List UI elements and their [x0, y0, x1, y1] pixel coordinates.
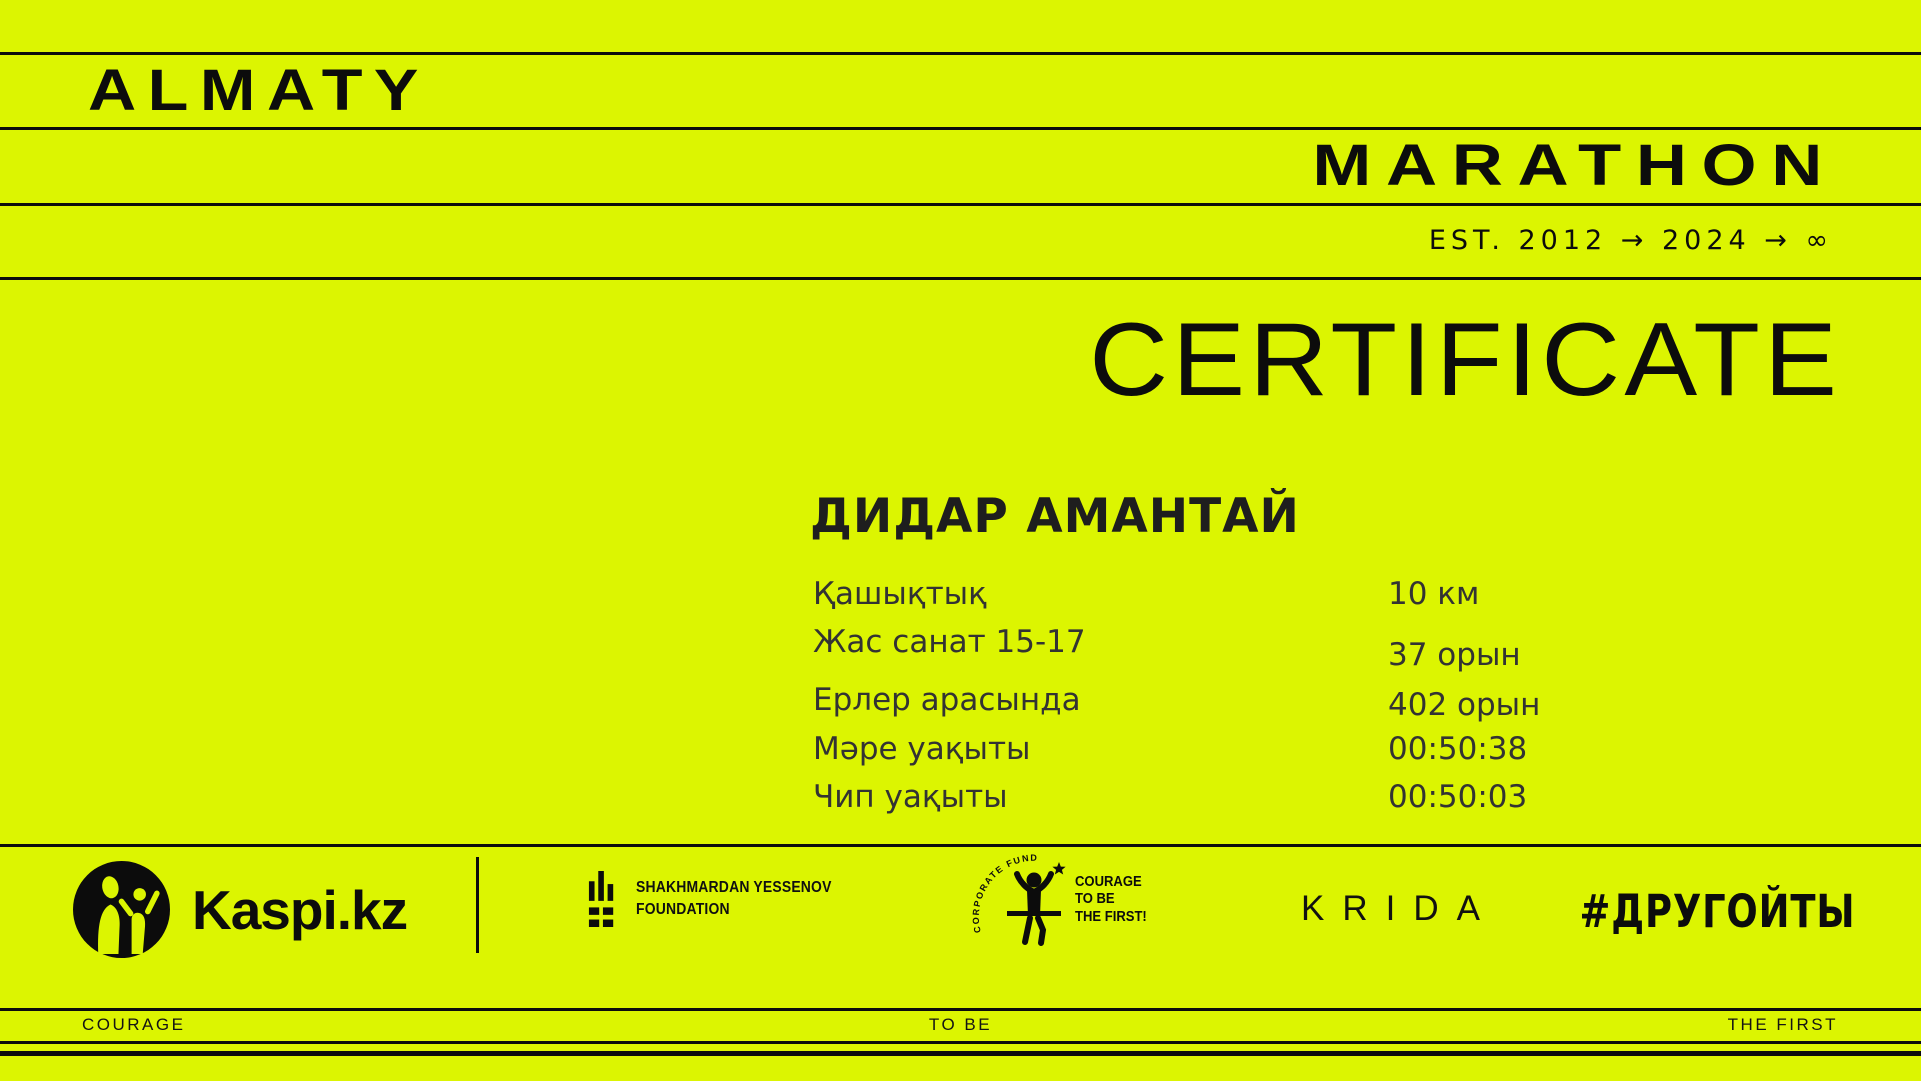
tagline-line1: COURAGE [1075, 873, 1142, 890]
hashtag-drugoyty-logo: #ДРУГОЙТЫ [1579, 885, 1855, 938]
footer-courage: COURAGE [82, 1015, 186, 1034]
detail-value: 00:50:03 [1388, 779, 1528, 815]
courage-runner-icon [971, 852, 1071, 948]
divider-line [0, 1008, 1921, 1011]
kaspi-logo [73, 861, 407, 958]
divider-line [0, 844, 1921, 847]
detail-row-finish-time [813, 731, 1613, 773]
footer-to-be: TO BE [928, 1015, 993, 1034]
tagline-line2: TO BE [1075, 891, 1115, 908]
detail-value: 00:50:38 [1388, 731, 1528, 767]
detail-value: 10 км [1388, 576, 1480, 612]
detail-row-chip-time [813, 779, 1613, 821]
footer-the-first: THE FIRST [1727, 1015, 1838, 1034]
courage-fund-tagline [1075, 874, 1147, 926]
divider-line [0, 1041, 1921, 1044]
detail-label: Қашықтық [813, 576, 987, 612]
detail-label: Жас санат 15-17 [813, 624, 1086, 660]
yessenov-name-line2: FOUNDATION [636, 901, 730, 918]
divider-line [0, 1051, 1921, 1056]
established-years-line: EST. 2012 → 2024 → ∞ [1428, 225, 1833, 256]
detail-value: 402 орын [1388, 687, 1541, 723]
krida-logo: KRIDA [1301, 889, 1498, 928]
detail-label: Ерлер арасында [813, 682, 1081, 718]
detail-label: Мәре уақыты [813, 731, 1031, 767]
event-title-marathon: MARATHON [1312, 133, 1837, 198]
detail-row-age-category [813, 624, 1613, 673]
sponsor-divider-line [476, 857, 479, 953]
kaspi-people-icon [73, 861, 170, 958]
result-details-table [813, 566, 1613, 826]
star-icon [1052, 862, 1065, 875]
yessenov-foundation-logo [588, 868, 853, 930]
courage-fund-logo [971, 852, 1155, 948]
certificate-heading: CERTIFICATE [1088, 302, 1841, 418]
detail-label: Чип уақыты [813, 779, 1008, 815]
yessenov-bars-icon [588, 868, 616, 930]
tagline-line3: THE FIRST! [1075, 908, 1147, 925]
yessenov-wordmark [636, 877, 832, 922]
recipient-name: ДИДАР АМАНТАЙ [810, 489, 1300, 544]
corporate-fund-arc-text: CORPORATE FUND [971, 852, 1039, 934]
detail-value: 37 орын [1388, 637, 1521, 673]
detail-row-gender-rank [813, 682, 1613, 724]
event-title-almaty: ALMATY [88, 57, 430, 123]
yessenov-name-line1: SHAKHMARDAN YESSENOV [636, 878, 832, 896]
detail-row-distance [813, 576, 1613, 618]
kaspi-wordmark: Kaspi.kz [192, 878, 408, 941]
